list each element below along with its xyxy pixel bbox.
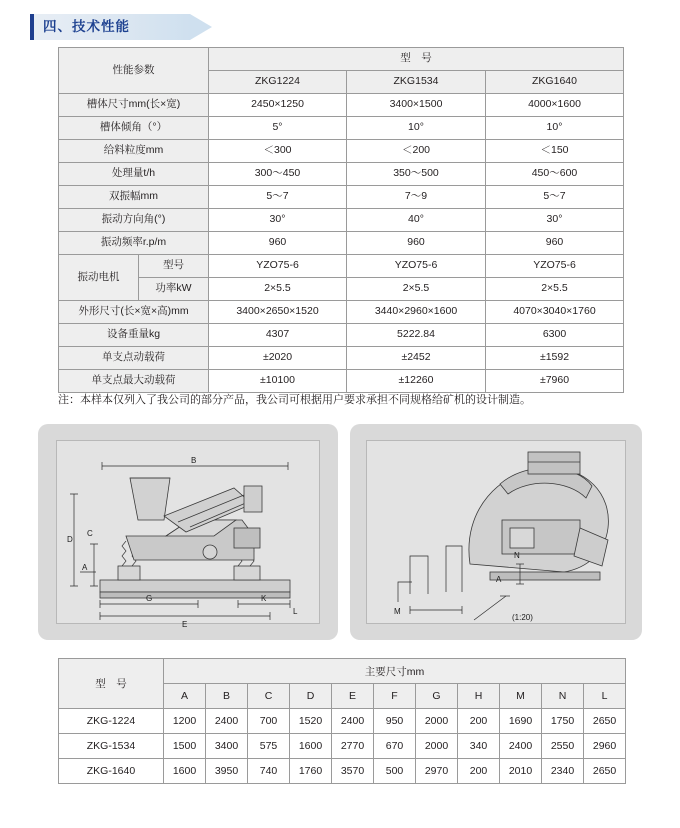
row-label: 振动方向角(°) — [59, 209, 209, 232]
row-value: YZO75-6 — [347, 255, 486, 278]
svg-text:G: G — [146, 594, 153, 603]
table-row — [59, 659, 626, 684]
row-label: 外形尺寸(长×宽×高)mm — [59, 301, 209, 324]
dim-row-model: ZKG-1534 — [59, 734, 164, 759]
row-label: 设备重量kg — [59, 324, 209, 347]
dim-cell: 2400 — [332, 709, 374, 734]
dim-cell: 3950 — [206, 759, 248, 784]
dim-cell: 200 — [458, 709, 500, 734]
motor-subrow-label: 型号 — [139, 255, 209, 278]
dim-cell: 2010 — [500, 759, 542, 784]
dim-cell: 2650 — [584, 759, 626, 784]
table-row — [59, 140, 624, 163]
dim-column-header: D — [290, 684, 332, 709]
svg-text:(1:20): (1:20) — [512, 613, 533, 622]
section-header — [30, 14, 235, 40]
dim-column-header: B — [206, 684, 248, 709]
param-header-cell: 性能参数 — [59, 48, 209, 94]
figure-panels — [38, 424, 642, 640]
dim-cell: 1200 — [164, 709, 206, 734]
row-value: 960 — [209, 232, 347, 255]
motor-subrow-label: 功率kW — [139, 278, 209, 301]
dim-column-header: H — [458, 684, 500, 709]
row-value: ±7960 — [486, 370, 624, 393]
model-name-cell: ZKG1534 — [347, 71, 486, 94]
svg-text:E: E — [182, 620, 188, 629]
dim-row-model: ZKG-1640 — [59, 759, 164, 784]
svg-text:K: K — [261, 594, 267, 603]
dim-column-header: C — [248, 684, 290, 709]
table-row — [59, 347, 624, 370]
section-header-accent-bar — [30, 14, 34, 40]
row-value: 30° — [486, 209, 624, 232]
svg-text:C: C — [87, 529, 93, 538]
dimension-table — [58, 658, 623, 784]
row-value: 30° — [209, 209, 347, 232]
dim-column-header: F — [374, 684, 416, 709]
figure-panel-detail-view — [350, 424, 642, 640]
model-name-cell: ZKG1640 — [486, 71, 624, 94]
svg-text:B: B — [191, 456, 197, 465]
dim-cell: 2650 — [584, 709, 626, 734]
dim-row-model: ZKG-1224 — [59, 709, 164, 734]
section-title: 四、技术性能 — [43, 19, 130, 34]
dim-column-header: A — [164, 684, 206, 709]
dim-cell: 3570 — [332, 759, 374, 784]
detail-view-drawing — [350, 424, 642, 640]
table-row — [59, 163, 624, 186]
row-label: 双振幅mm — [59, 186, 209, 209]
dim-cell: 500 — [374, 759, 416, 784]
dim-column-header: G — [416, 684, 458, 709]
dim-cell: 1600 — [290, 734, 332, 759]
row-label: 槽体尺寸mm(长×宽) — [59, 94, 209, 117]
row-value: 40° — [347, 209, 486, 232]
row-value: 10° — [347, 117, 486, 140]
row-value: 5～7 — [486, 186, 624, 209]
dim-cell: 575 — [248, 734, 290, 759]
row-value: 960 — [486, 232, 624, 255]
dim-cell: 1500 — [164, 734, 206, 759]
svg-text:D: D — [67, 535, 73, 544]
row-value: 7～9 — [347, 186, 486, 209]
row-value: 2×5.5 — [486, 278, 624, 301]
dim-cell: 2970 — [416, 759, 458, 784]
row-value: 450～600 — [486, 163, 624, 186]
row-value: 2×5.5 — [209, 278, 347, 301]
table-row — [59, 209, 624, 232]
dim-cell: 3400 — [206, 734, 248, 759]
dim-model-header: 型 号 — [59, 659, 164, 709]
row-value: 4307 — [209, 324, 347, 347]
dim-cell: 1520 — [290, 709, 332, 734]
table-row — [59, 301, 624, 324]
dim-cell: 2000 — [416, 734, 458, 759]
dim-cell: 200 — [458, 759, 500, 784]
svg-text:M: M — [394, 607, 401, 616]
table-row — [59, 734, 626, 759]
table-row — [59, 117, 624, 140]
side-view-drawing — [38, 424, 338, 640]
table-row — [59, 370, 624, 393]
dim-cell: 740 — [248, 759, 290, 784]
svg-text:A: A — [496, 575, 502, 584]
model-header-cell: 型 号 — [209, 48, 624, 71]
dim-column-header: N — [542, 684, 584, 709]
row-label: 单支点动载荷 — [59, 347, 209, 370]
row-value: 5° — [209, 117, 347, 140]
table-row — [59, 709, 626, 734]
dim-cell: 2960 — [584, 734, 626, 759]
row-value: 10° — [486, 117, 624, 140]
dim-column-header: E — [332, 684, 374, 709]
row-value: 5222.84 — [347, 324, 486, 347]
row-value: ±2020 — [209, 347, 347, 370]
dim-cell: 670 — [374, 734, 416, 759]
dim-cell: 2770 — [332, 734, 374, 759]
row-value: ±2452 — [347, 347, 486, 370]
row-value: 2×5.5 — [347, 278, 486, 301]
row-value: 2450×1250 — [209, 94, 347, 117]
row-label: 槽体倾角（°） — [59, 117, 209, 140]
dim-main-header: 主要尺寸mm — [164, 659, 626, 684]
table-row — [59, 94, 624, 117]
dim-column-header: L — [584, 684, 626, 709]
dim-cell: 1690 — [500, 709, 542, 734]
row-label: 给料粒度mm — [59, 140, 209, 163]
section-header-arrow-icon — [190, 14, 212, 40]
table-row — [59, 759, 626, 784]
motor-group-label: 振动电机 — [59, 255, 139, 301]
table-row — [59, 255, 624, 278]
dim-cell: 1750 — [542, 709, 584, 734]
table-row — [59, 186, 624, 209]
row-value: ±12260 — [347, 370, 486, 393]
row-value: ＜200 — [347, 140, 486, 163]
row-value: 3400×1500 — [347, 94, 486, 117]
row-value: YZO75-6 — [486, 255, 624, 278]
table-row — [59, 48, 624, 71]
specification-table — [58, 47, 623, 393]
row-value: ＜300 — [209, 140, 347, 163]
dim-cell: 2340 — [542, 759, 584, 784]
dim-column-header: M — [500, 684, 542, 709]
dim-cell: 2400 — [206, 709, 248, 734]
dim-cell: 2000 — [416, 709, 458, 734]
table-note: 注：本样本仅列入了我公司的部分产品，我公司可根据用户要求承担不同规格给矿机的设计制造。 — [58, 394, 531, 406]
svg-text:A: A — [82, 563, 88, 572]
dim-cell: 2400 — [500, 734, 542, 759]
row-label: 处理量t/h — [59, 163, 209, 186]
dim-cell: 1760 — [290, 759, 332, 784]
model-name-cell: ZKG1224 — [209, 71, 347, 94]
row-value: 4070×3040×1760 — [486, 301, 624, 324]
table-row — [59, 278, 624, 301]
row-value: ＜150 — [486, 140, 624, 163]
dim-cell: 340 — [458, 734, 500, 759]
dim-cell: 2550 — [542, 734, 584, 759]
figure-panel-side-view — [38, 424, 338, 640]
dim-cell: 700 — [248, 709, 290, 734]
row-value: 300～450 — [209, 163, 347, 186]
svg-text:N: N — [514, 551, 520, 560]
row-value: ±1592 — [486, 347, 624, 370]
row-value: ±10100 — [209, 370, 347, 393]
row-label: 振动频率r.p/m — [59, 232, 209, 255]
row-value: YZO75-6 — [209, 255, 347, 278]
dim-cell: 950 — [374, 709, 416, 734]
row-value: 3400×2650×1520 — [209, 301, 347, 324]
dim-cell: 1600 — [164, 759, 206, 784]
row-value: 6300 — [486, 324, 624, 347]
row-value: 350～500 — [347, 163, 486, 186]
table-row — [59, 232, 624, 255]
table-row — [59, 324, 624, 347]
row-label: 单支点最大动载荷 — [59, 370, 209, 393]
svg-text:L: L — [293, 607, 298, 616]
row-value: 960 — [347, 232, 486, 255]
row-value: 5～7 — [209, 186, 347, 209]
row-value: 3440×2960×1600 — [347, 301, 486, 324]
row-value: 4000×1600 — [486, 94, 624, 117]
